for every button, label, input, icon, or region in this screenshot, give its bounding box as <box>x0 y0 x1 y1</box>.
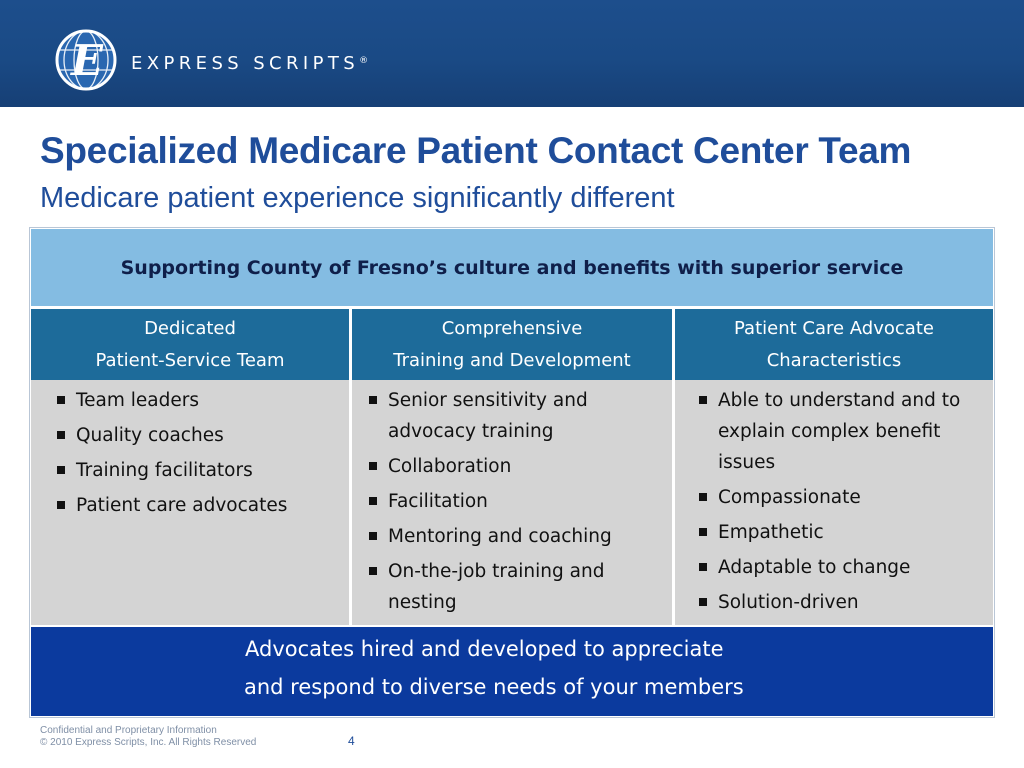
brand-name: EXPRESS SCRIPTS <box>131 53 360 74</box>
express-scripts-logo-icon <box>54 28 118 92</box>
column-body-training <box>352 380 672 625</box>
column-header-line: Characteristics <box>766 349 902 371</box>
bullet-list <box>367 385 667 622</box>
page-number: 4 <box>348 734 355 748</box>
column-body-team <box>31 380 349 625</box>
confidential-notice: Confidential and Proprietary Information <box>40 725 217 736</box>
list-item: Facilitation <box>367 486 667 517</box>
banner <box>31 229 993 306</box>
banner-text: Supporting County of Fresno’s culture and benefits with superior service <box>120 256 904 279</box>
brand-wordmark <box>131 51 368 74</box>
list-item: Empathetic <box>697 517 987 548</box>
svg-text:E: E <box>70 36 104 85</box>
column-header-line: Patient Care Advocate <box>734 317 934 339</box>
copyright-notice: © 2010 Express Scripts, Inc. All Rights Reserved <box>40 737 257 748</box>
list-item: Mentoring and coaching <box>367 521 667 552</box>
slide-subtitle: Medicare patient experience significantly different <box>40 182 675 214</box>
list-item: Training facilitators <box>55 455 287 486</box>
slide-title: Specialized Medicare Patient Contact Center Team <box>40 130 912 171</box>
column-header-training <box>352 309 672 380</box>
column-header-characteristics <box>675 309 993 380</box>
list-item: Compassionate <box>697 482 987 513</box>
header-band <box>0 0 1024 107</box>
column-header-team <box>31 309 349 380</box>
column-header-line: Training and Development <box>393 349 631 371</box>
column-header-line: Comprehensive <box>441 317 583 339</box>
column-header-line: Dedicated <box>144 317 236 339</box>
column-body-characteristics <box>675 380 993 625</box>
column-header-line: Patient-Service Team <box>95 349 285 371</box>
bullet-list <box>55 385 287 525</box>
list-item: Collaboration <box>367 451 667 482</box>
content-panel <box>30 228 994 717</box>
list-item: Adaptable to change <box>697 552 987 583</box>
bullet-list <box>697 385 987 622</box>
footer-fine-print <box>40 725 256 749</box>
list-item: Patient care advocates <box>55 490 287 521</box>
list-item: Senior sensitivity and advocacy training <box>367 385 667 447</box>
trademark-symbol: ® <box>359 56 369 66</box>
closing-line-2: and respond to diverse needs of your members <box>244 675 744 699</box>
list-item: Quality coaches <box>55 420 287 451</box>
list-item: Team leaders <box>55 385 287 416</box>
closing-line-1: Advocates hired and developed to appreciate <box>245 637 724 661</box>
list-item: On-the-job training and nesting <box>367 556 667 618</box>
list-item: Able to understand and to explain complex benefit issues <box>697 385 987 478</box>
list-item: Solution-driven <box>697 587 987 618</box>
closing-statement <box>31 627 993 716</box>
